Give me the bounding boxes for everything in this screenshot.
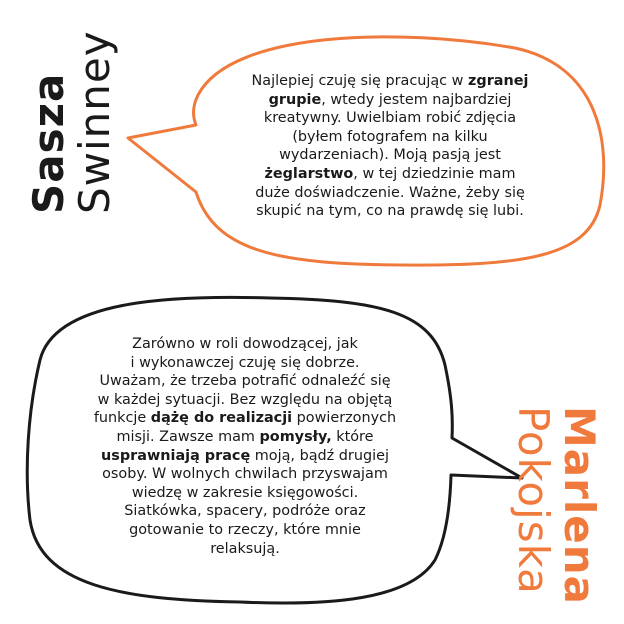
quote-line	[54, 540, 436, 559]
quote-line	[210, 109, 570, 128]
quote-line	[210, 165, 570, 184]
quote-line	[210, 184, 570, 203]
quote-text-segment: duże doświadczenie. Ważne, żeby się	[255, 184, 525, 201]
quote-text-segment: (byłem fotografem na kilku	[292, 128, 488, 145]
emphasis-text: pomysły,	[259, 428, 332, 445]
first-name: Marlena	[555, 406, 604, 605]
quote-line	[54, 521, 436, 540]
quote-line	[210, 91, 570, 110]
quote-text-segment: relaksują.	[210, 540, 280, 557]
quote-text-segment: Siatkówka, spacery, podróże oraz	[124, 503, 366, 520]
quote-line	[210, 146, 570, 165]
last-name: Pokojska	[509, 406, 558, 595]
emphasis-text: dążę do realizacji	[150, 410, 293, 427]
emphasis-text: usprawniają pracę	[101, 447, 251, 464]
quote-text-segment: kreatywny. Uwielbiam robić zdjęcia	[263, 110, 517, 127]
emphasis-text: żeglarstwo	[264, 165, 354, 182]
quote-text-segment: i wykonawczej czuję się dobrze.	[130, 354, 360, 371]
quote-text-segment: misji. Zawsze mam	[116, 428, 260, 445]
last-name: Swinney	[70, 30, 119, 214]
quote-line	[210, 202, 570, 221]
quote-text-sasza	[210, 72, 570, 221]
quote-text-segment: Uważam, że trzeba potrafić odnaleźć się	[99, 373, 391, 390]
quote-text-segment: w każdej sytuacji. Bez względu na objętą	[97, 391, 393, 408]
first-name: Sasza	[24, 72, 73, 214]
quote-line	[54, 391, 436, 410]
quote-text-segment: osoby. W wolnych chwilach przyswajam	[102, 466, 388, 483]
quote-text-segment: Najlepiej czuję się pracując w	[251, 73, 469, 89]
quote-line	[54, 354, 436, 373]
emphasis-text: zgranej	[468, 73, 529, 89]
quote-line	[210, 128, 570, 147]
quote-text-segment: moją, bądź drugiej	[250, 447, 389, 464]
quote-text-segment: gotowanie to rzeczy, które mnie	[129, 521, 361, 538]
quote-text-segment: , w tej dziedzinie mam	[353, 165, 516, 182]
quote-text-segment: wydarzeniach). Moją pasją jest	[279, 147, 501, 164]
quote-line	[54, 335, 436, 354]
quote-text-marlena	[54, 335, 436, 558]
quote-text-segment: Zarówno w roli dowodzącej, jak	[132, 336, 358, 352]
name-label-sasza	[24, 30, 119, 214]
quote-text-segment: wiedzę w zakresie księgowości.	[131, 484, 359, 501]
quote-text-segment: funkcje	[93, 410, 151, 427]
emphasis-text: grupie	[268, 91, 322, 108]
quote-line	[54, 372, 436, 391]
quote-line	[54, 502, 436, 521]
quote-line	[54, 484, 436, 503]
quote-line	[54, 447, 436, 466]
quote-line	[54, 465, 436, 484]
quote-text-segment: które	[331, 428, 374, 445]
quote-text-segment: skupić na tym, co na prawdę się lubi.	[256, 203, 524, 220]
quote-text-segment: , wtedy jestem najbardziej	[321, 91, 512, 108]
name-label-marlena	[509, 406, 604, 605]
quote-line	[54, 409, 436, 428]
quote-text-segment: powierzonych	[292, 410, 397, 427]
quote-line	[54, 428, 436, 447]
quote-line	[210, 72, 570, 91]
